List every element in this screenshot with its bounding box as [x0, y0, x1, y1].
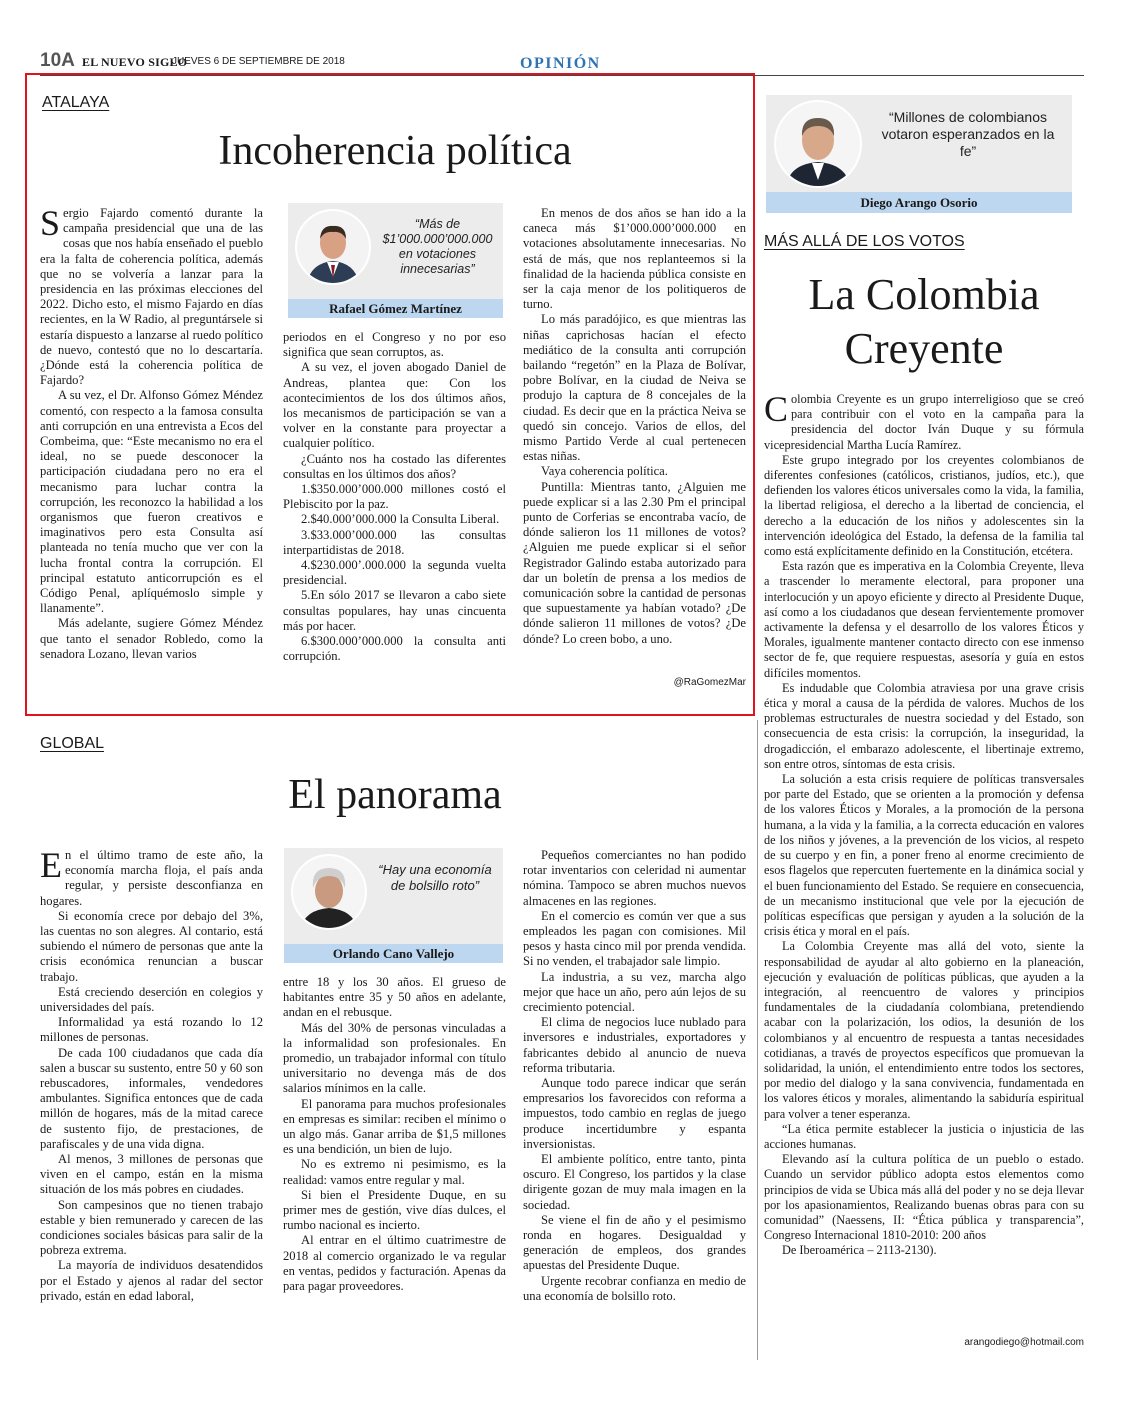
drop-cap: E: [40, 845, 62, 885]
paragraph: De Iberoamérica – 2113-2130).: [782, 1243, 937, 1258]
paragraph: La solución a esta crisis requiere de políticas transversales por parte del Estado, que se orienten a la promoción y defensa de los valores Éticos y Morales, a la promoción de la persona humana, a la vida y la familia, a la correcta educación en valores de los niños y jóvenes, a la prevención de los vicios, al respeto de su cuerpo y en fin, a poner freno al enorme crecimiento de esos flagelos que repercuten fuertemente en la dinámica social y el buen funcionamiento del Estado. Se requiere en consecuencia, de un mecanismo institucional que vele por la ejecución de políticas específicas que persigan y ayuden a la solución de la crisis ética y moral en el país.: [764, 772, 1084, 939]
global-col-1: [40, 845, 263, 1304]
paragraph: “La ética permite establecer la justicia o injusticia de las acciones humanas.: [764, 1121, 1084, 1151]
author-photo: [774, 100, 862, 188]
section-title: OPINIÓN: [520, 55, 601, 72]
paragraph: Si economía crece por debajo del 3%, las cuentas no son alegres. Al contario, está subiendo el número de personas que ante la crisis económica renuncian a buscar trabajo.: [40, 908, 263, 984]
paragraph: En menos de dos años se han ido a la caneca más $1’000.000’000.000 en votaciones absolutamente innecesarias. No está de más, que nos replanteemos si la finalidad de la hacienda pública consiste en ser la caja menor de los politiqueros de turno.: [523, 206, 746, 312]
paragraph: Si bien el Presidente Duque, en su primer mes de gestión, vive días dulces, el rumbo nacional es incierto.: [283, 1187, 506, 1233]
paragraph: Informalidad ya está rozando lo 12 millones de personas.: [40, 1015, 263, 1045]
paragraph: La mayoría de individuos desatendidos por el Estado y ajenos al radar del sector privado, están en edad laboral,: [40, 1258, 263, 1303]
author-photo: [295, 209, 371, 285]
author-name: Rafael Gómez Martínez: [288, 299, 503, 318]
atalaya-col-3: [523, 206, 746, 647]
votos-body: [764, 389, 1084, 1259]
paragraph: Elevando así la cultura política de un pueblo o estado. Cuando un servidor público adopta estos elementos como principios de vida se Ubica más allá del poder y no se deja llevar por los apasionamientos, Realizando buenas obras para con su comunidad” (Naessens, II: “Ética pública y transparencia”, Congreso Internacional 1810-2010: 200 años: [764, 1152, 1084, 1243]
votos-headline: [764, 268, 1084, 376]
author-box: [766, 95, 1072, 213]
paragraph: Más del 30% de personas vinculadas a la informalidad son profesionales. En promedio, un trabajador informal con título universitario no devenga más de dos salarios mínimos en la calle.: [283, 1020, 506, 1096]
atalaya-label: ATALAYA: [42, 94, 110, 111]
global-col-3: [523, 848, 746, 1304]
atalaya-col-1: [40, 203, 263, 662]
headline-line-2: Creyente: [844, 324, 1004, 373]
issue-date: JUEVES 6 DE SEPTIEMBRE DE 2018: [172, 56, 345, 67]
paragraph: De cada 100 ciudadanos que cada día salen a buscar su sustento, entre 50 y 60 son rebuscadores, informales, vendedores ambulantes. Significa entonces que de cada millón de hogares, más de la mitad carece de sustento fijo, de prestaciones, de parafiscales y de una vida digna.: [40, 1045, 263, 1151]
atalaya-headline: Incoherencia política: [218, 128, 572, 174]
pull-quote: “Más de $1’000.000’000.000 en votaciones innecesarias”: [382, 217, 493, 276]
author-handle: @RaGomezMar: [673, 677, 746, 688]
paragraph: Son campesinos que no tienen trabajo estable y bien remunerado y carecen de las condiciones sociales básicas para salir de la pobreza extrema.: [40, 1197, 263, 1258]
paragraph: La Colombia Creyente mas allá del voto, siente la responsabilidad de ayudar al alto gobierno en la planeación, ejecución y evaluación de políticas públicas, que ayuden a la integración, al reencuentro de valores y principios fundamentales de la ciudadanía colombiana, pretendiendo acabar con la polarización, los odios, la desunión de los colombianos y al encuentro de respuesta a tantas necesidades cotidianas, a través de proyectos específicos que promuevan la solidaridad, la unión, el entendimiento entre todos los sectores, por medio del dialogo y la sana convivencia, fundamentada en los valores éticos y morales, alimentando la sabiduría espiritual para volver a tener esperanza.: [764, 939, 1084, 1121]
paragraph: El ambiente político, entre tanto, pinta oscuro. El Congreso, los partidos y la clase dirigente gozan de muy mala imagen en la sociedad.: [523, 1152, 746, 1212]
author-photo: [291, 854, 367, 930]
paragraph: ¿Cuánto nos ha costado las diferentes consultas en los últimos dos años?: [283, 451, 506, 481]
global-label: GLOBAL: [40, 735, 105, 752]
author-email: arangodiego@hotmail.com: [964, 1337, 1084, 1348]
paragraph: Aunque todo parece indicar que serán empresarios los favorecidos con reforma a impuestos, todo cambio en reglas de juego produce incertidumbre y espanta inversionistas.: [523, 1076, 746, 1151]
list-item: 5.En sólo 2017 se llevaron a cabo siete consultas populares, hay unas cincuenta más por hacer.: [283, 588, 506, 633]
author-box: [284, 848, 503, 963]
paragraph: En el último tramo de este año, la economía marcha floja, el país anda regular, y persiste desconfianza en hogares.: [40, 845, 263, 908]
paragraph: Al menos, 3 millones de personas que viven en el campo, están en la misma situación de los más pobres en ciudades.: [40, 1152, 263, 1197]
paragraph: Urgente recobrar confianza en medio de una economía de bolsillo roto.: [523, 1273, 746, 1303]
pull-quote: “Millones de colombianos votaron esperanzados en la fe”: [881, 109, 1055, 159]
paragraph: En el comercio es común ver que a sus empleados les pagan con comisiones. Mil pesos y hasta cinco mil por prenda vendida. Si no venden, el trabajador sale limpio.: [523, 908, 746, 969]
paragraph: Al entrar en el último cuatrimestre de 2018 al comercio organizado le va regular en ventas, pedidos y facturación. Apenas da para pagar proveedores.: [283, 1233, 506, 1294]
paragraph: La industria, a su vez, marcha algo mejor que hace un año, pero aún lejos de su crecimiento potencial.: [523, 969, 746, 1015]
list-item: 3.$33.000’000.000 las consultas interpartidistas de 2018.: [283, 527, 506, 557]
global-headline: El panorama: [288, 772, 502, 818]
drop-cap: S: [40, 203, 61, 243]
paragraph: Pequeños comerciantes no han podido rotar inventarios con celeridad ni aumentar nómina. Tampoco se abren muchos nuevos almacenes en las regiones.: [523, 848, 746, 908]
global-col-2: [283, 975, 506, 1294]
list-item: 2.$40.000’000.000 la Consulta Liberal.: [301, 512, 500, 527]
column-divider: [757, 720, 758, 1360]
paragraph: Vaya coherencia política.: [541, 464, 668, 479]
paragraph: Sergio Fajardo comentó durante la campaña presidencial que una de las cosas que nos había enseñado el pueblo era la falta de coherencia política, además que no se volvería a lanzar para la presidencia en las próximas elecciones del 2022. Dicho esto, el mismo Fajardo en días recientes, en la W Radio, al preguntársele si estaría dispuesto a lanzarse al ruedo político de nuevo, contestó que no lo descartaría. ¿Dónde está la coherencia política de Fajardo?: [40, 203, 263, 388]
paragraph: Colombia Creyente es un grupo interreligioso que se creó para contribuir con el voto en la campaña para la presidencia del doctor Iván Duque y su fórmula vicepresidencial Martha Lucía Ramírez.: [764, 389, 1084, 452]
author-name: Orlando Cano Vallejo: [284, 944, 503, 963]
paragraph: El clima de negocios luce nublado para inversores e industriales, exportadores y fabricantes debido al anuncio de nueva reforma tributaria.: [523, 1015, 746, 1075]
newspaper-name: EL NUEVO SIGLO: [82, 55, 188, 69]
paragraph: Este grupo integrado por los creyentes colombianos de diferentes confesiones (católicos, cristianos, judíos, etc.), que defienden los valores éticos universales como la vida, la familia, la libertad religiosa, el derecho a la libertad de conciencia, el derecho a la educación de los niños y adolescentes sin la intervención ideológica del Estado, la defensa de la familia tal como está explícitamente definido en la Constitución, etcétera.: [764, 452, 1084, 559]
paragraph: No es extremo ni pesimismo, es la realidad: vamos entre regular y mal.: [283, 1157, 506, 1187]
list-item: 4.$230.000’.000.000 la segunda vuelta presidencial.: [283, 558, 506, 588]
headline-line-1: La Colombia: [808, 270, 1040, 319]
pull-quote: “Hay una economía de bolsillo roto”: [378, 862, 492, 893]
paragraph: Está creciendo deserción en colegios y universidades del país.: [40, 984, 263, 1015]
author-name: Diego Arango Osorio: [766, 192, 1072, 213]
page-number: 10A: [40, 50, 75, 71]
paragraph: Más adelante, sugiere Gómez Méndez que tanto el senador Robledo, como la senadora Lozano, llevan varios: [40, 616, 263, 661]
paragraph: A su vez, el joven abogado Daniel de Andreas, plantea que: Con los acontecimientos de los dos últimos años, los mecanismos de participación se van a volver en la constante para proyectar a cualquier político.: [283, 360, 506, 451]
paragraph: Lo más paradójico, es que mientras las niñas caprichosas hacían el efecto mediático de la consulta anti corrupción bailando “regetón” en la Plaza de Bolívar, pobre Bolívar, en la ciudad de Neiva se produjo la captura de 8 concejales de la ciudad. Es decir que en la práctica Neiva se quedó sin concejo. Varios de ellos, del mismo Partido Verde al cual pertenecen estas niñas.: [523, 312, 746, 464]
paragraph: entre 18 y los 30 años. El grueso de habitantes entre 35 y 50 años en adelante, andan en el rebusque.: [283, 975, 506, 1020]
list-item: 6.$300.000’000.000 la consulta anti corrupción.: [283, 634, 506, 664]
paragraph: A su vez, el Dr. Alfonso Gómez Méndez comentó, con respecto a la famosa consulta anti corrupción en una entrevista a Ecos del Combeima, que: “Este mecanismo no era el ideal, no se puede desconocer la participación ciudadana pero no era el mecanismo para luchar contra la corrupción, les reconozco la habilidad a los organismos que fueron creativos e imaginativos pero esta Consulta así planteada no tenía mucho que ver con la lucha frontal contra la corrupción. El principal estatuto anticorrupción es el Código Penal, aplíquémoslo simple y llanamente”.: [40, 388, 263, 616]
paragraph: El panorama para muchos profesionales en empresas es similar: reciben el mínimo o un algo más. Ganar arriba de $1,5 millones es una bendición, un bien de lujo.: [283, 1096, 506, 1157]
votos-label: MÁS ALLÁ DE LOS VOTOS: [764, 233, 965, 250]
atalaya-col-2: [283, 330, 506, 664]
paragraph: Es indudable que Colombia atraviesa por una grave crisis ética y moral a causa de la pérdida de valores. Muchos de los problemas estructurales de nuestra sociedad y del Estado, son consecuencia de esta crisis: la corrupción, la inseguridad, la drogadicción, el embarazo adolescente, el libertinaje extremo, son entre otros, síntomas de esta crisis.: [764, 680, 1084, 771]
drop-cap: C: [764, 389, 789, 429]
paragraph: periodos en el Congreso y no por eso significa que sean corruptos, as.: [283, 330, 506, 360]
paragraph: Se viene el fin de año y el pesimismo ronda en hogares. Desigualdad y generación de empleos, dos grandes apuestas del Presidente Duque.: [523, 1212, 746, 1273]
author-box: [288, 203, 503, 318]
list-item: 1.$350.000’000.000 millones costó el Plebiscito por la paz.: [283, 482, 506, 512]
paragraph: Puntilla: Mientras tanto, ¿Alguien me puede explicar si a las 2.30 Pm el principal punto de Corferias se encontraba vacío, de dónde salieron los 11 millones de votos? ¿Alguien me puede explicar si el señor Registrador Galindo estaba autorizado para dar un boletín de prensa a los medios de comunicación sobre la cantidad de personas que supuestamente ya habían votado? ¿De dónde salieron 11 millones de votos? ¿De dónde? Lo creen bobo, a uno.: [523, 479, 746, 646]
paragraph: Esta razón que es imperativa en la Colombia Creyente, lleva a trascender lo meramente electoral, para proponer una interlocución y un apoyo eficiente y directo al Presidente Duque, así como a los ciudadanos que desean fervientemente promover activamente la defensa y el desarrollo de los valores Éticos y Morales, igualmente mantener contacto directo con ese inmenso sector de fe, que requiere respuestas, asesoría y guía en estos difíciles momentos.: [764, 559, 1084, 680]
